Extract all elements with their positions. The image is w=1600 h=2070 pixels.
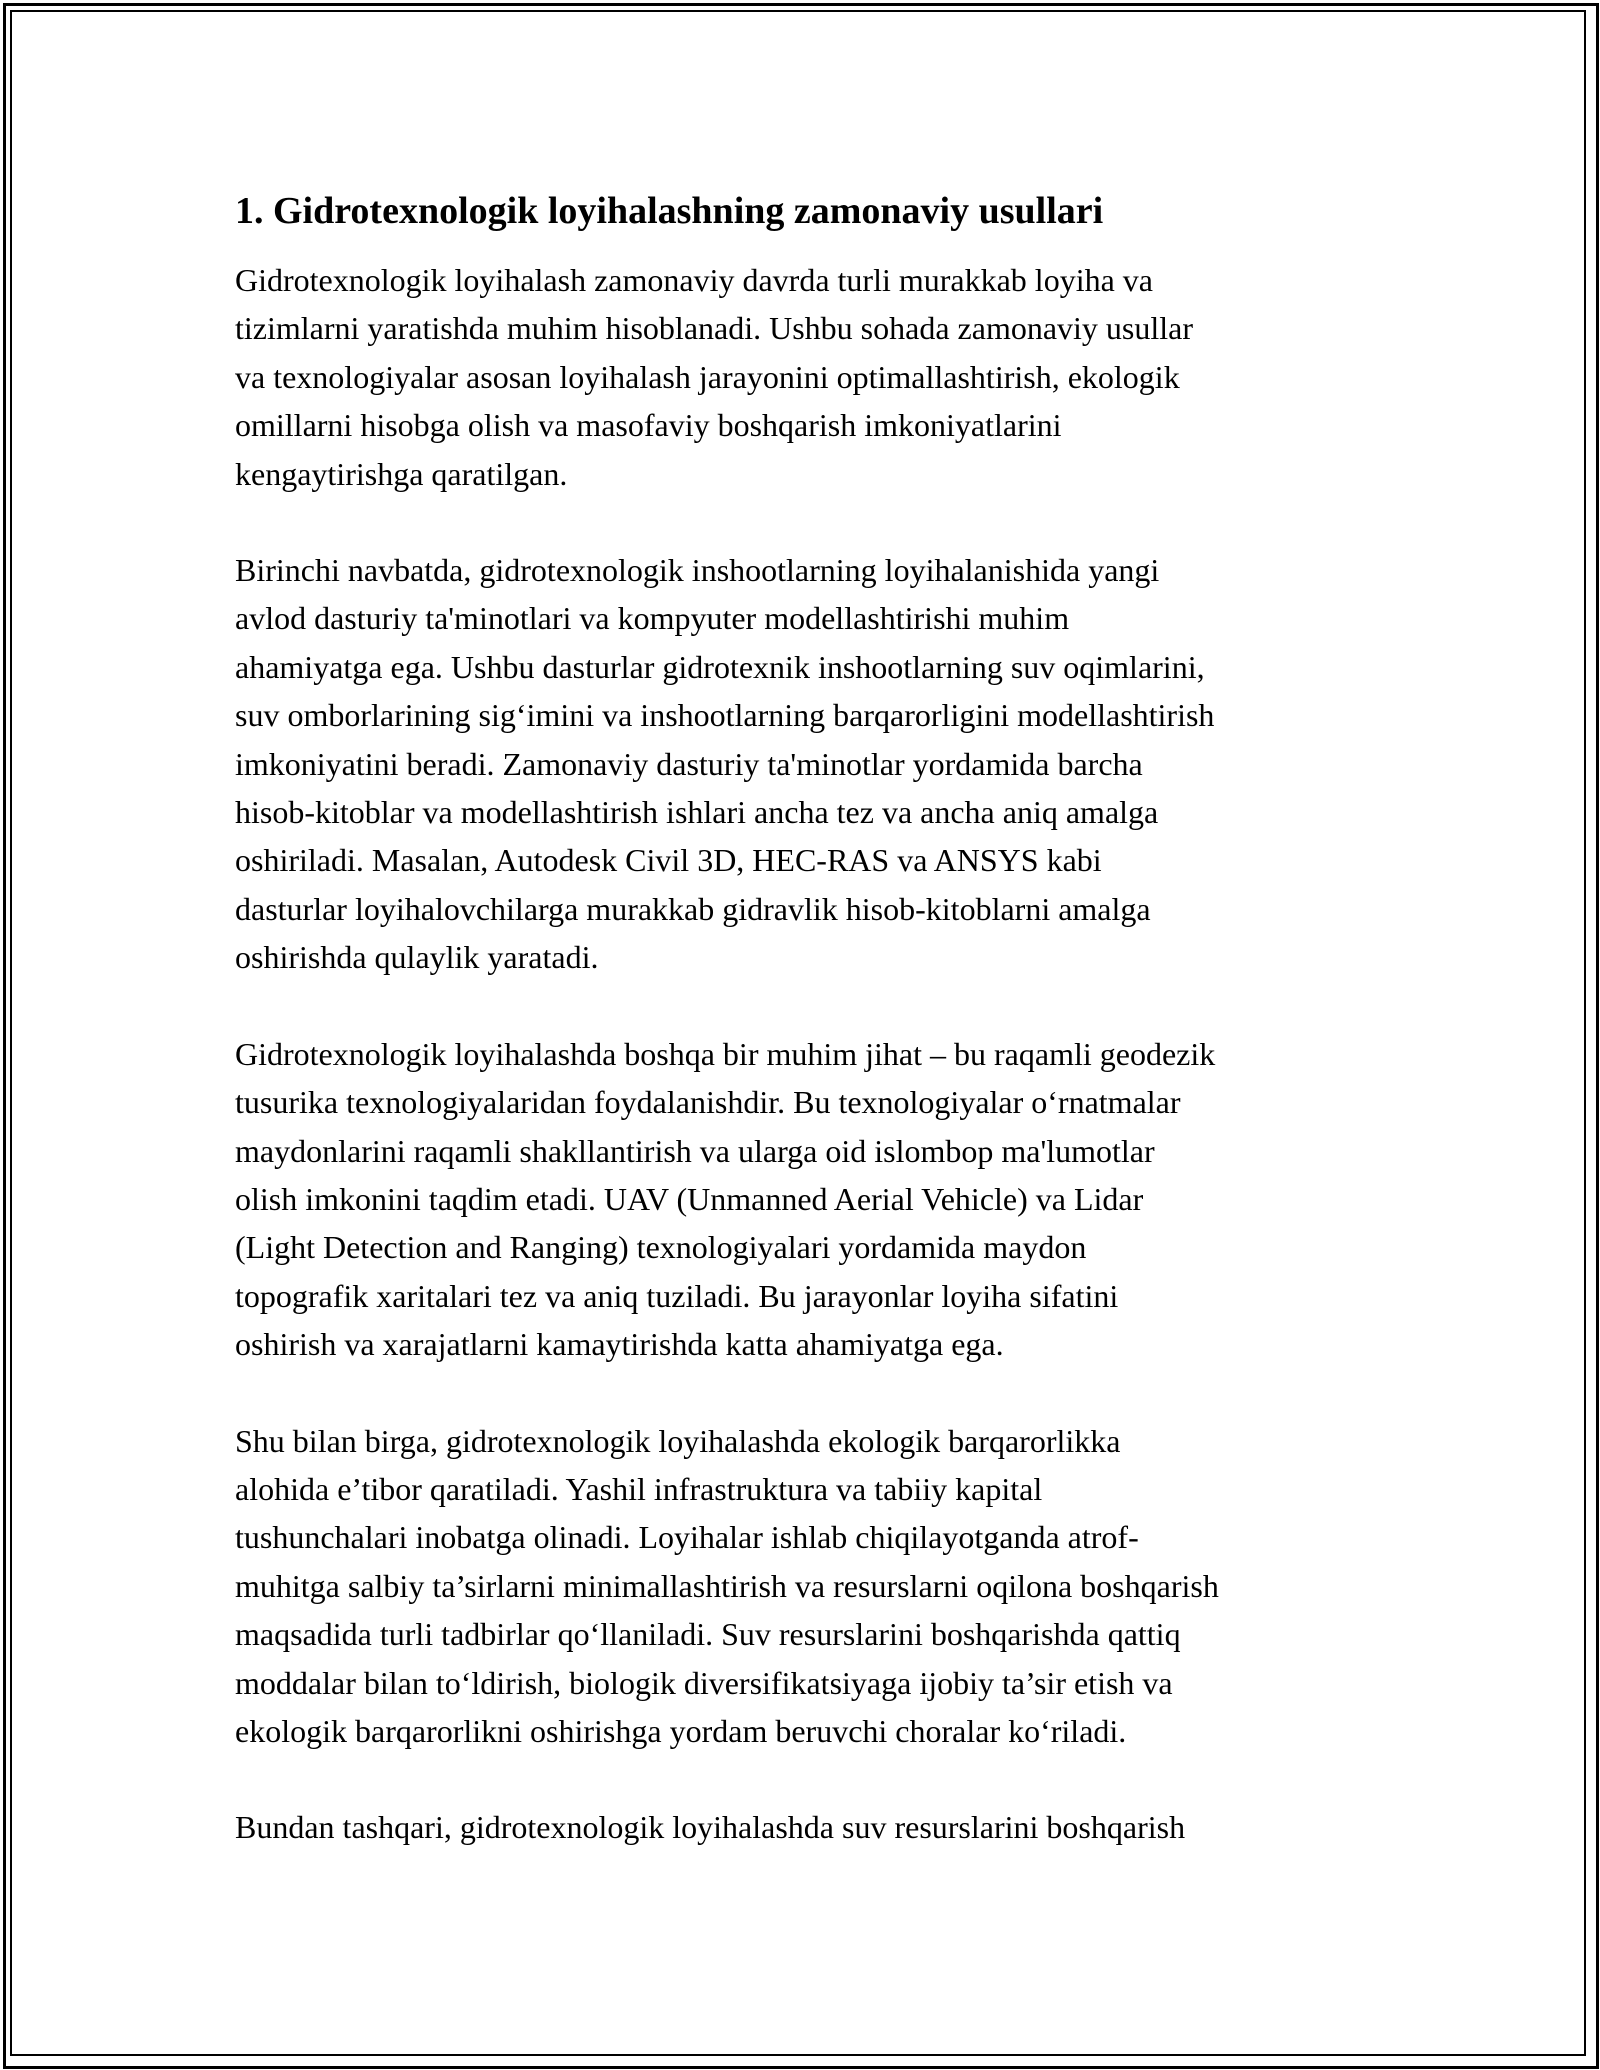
paragraph-line: Birinchi navbatda, gidrotexnologik inshootlarning loyihalanishida yangi	[235, 552, 1160, 589]
paragraph-list	[235, 256, 1385, 1852]
paragraph-line: alohida e’tibor qaratiladi. Yashil infrastruktura va tabiiy kapital	[235, 1470, 1043, 1507]
paragraph-line: ahamiyatga ega. Ushbu dasturlar gidrotexnik inshootlarning suv oqimlarini,	[235, 648, 1205, 685]
body-paragraph	[235, 1803, 1385, 1851]
paragraph-line: Bundan tashqari, gidrotexnologik loyihalashda suv resurslarini boshqarish	[235, 1809, 1186, 1846]
paragraph-line: Gidrotexnologik loyihalash zamonaviy davrda turli murakkab loyiha va	[235, 262, 1153, 298]
paragraph-line: suv omborlarining sig‘imini va inshootlarning barqarorligini modellashtirish	[235, 697, 1215, 734]
paragraph-line: topografik xaritalari tez va aniq tuziladi. Bu jarayonlar loyiha sifatini	[235, 1277, 1119, 1314]
paragraph-line: (Light Detection and Ranging) texnologiyalari yordamida maydon	[235, 1229, 1087, 1266]
paragraph-line: omillarni hisobga olish va masofaviy boshqarish imkoniyatlarini	[235, 407, 1062, 444]
paragraph-line: maqsadida turli tadbirlar qo‘llaniladi. Suv resurslarini boshqarishda qattiq	[235, 1616, 1181, 1653]
body-paragraph	[235, 1030, 1385, 1369]
paragraph-line: olish imkonini taqdim etadi. UAV (Unmanned Aerial Vehicle) va Lidar	[235, 1180, 1144, 1217]
paragraph-line: ekologik barqarorlikni oshirishga yordam beruvchi choralar ko‘riladi.	[235, 1712, 1127, 1749]
body-paragraph	[235, 546, 1385, 982]
paragraph-line: avlod dasturiy ta'minotlari va kompyuter modellashtirishi muhim	[235, 600, 1070, 637]
paragraph-line: muhitga salbiy ta’sirlarni minimallashtirish va resurslarni oqilona boshqarish	[235, 1567, 1219, 1604]
document-body	[235, 186, 1385, 1900]
paragraph-line: va texnologiyalar asosan loyihalash jarayonini optimallashtirish, ekologik	[235, 358, 1180, 395]
paragraph-line: maydonlarini raqamli shakllantirish va ularga oid islombop ma'lumotlar	[235, 1132, 1155, 1169]
paragraph-line: moddalar bilan to‘ldirish, biologik diversifikatsiyaga ijobiy ta’sir etish va	[235, 1664, 1173, 1701]
paragraph-line: imkoniyatini beradi. Zamonaviy dasturiy ta'minotlar yordamida barcha	[235, 745, 1143, 782]
paragraph-line: oshirish va xarajatlarni kamaytirishda katta ahamiyatga ega.	[235, 1326, 1004, 1363]
body-paragraph	[235, 1417, 1385, 1756]
section-heading: 1. Gidrotexnologik loyihalashning zamonaviy usullari	[235, 190, 1104, 232]
body-paragraph	[235, 256, 1385, 498]
paragraph-line: Gidrotexnologik loyihalashda boshqa bir muhim jihat – bu raqamli geodezik	[235, 1035, 1216, 1072]
paragraph-line: kengaytirishga qaratilgan.	[235, 455, 568, 492]
paragraph-line: dasturlar loyihalovchilarga murakkab gidravlik hisob-kitoblarni amalga	[235, 890, 1151, 927]
paragraph-line: oshiriladi. Masalan, Autodesk Civil 3D, HEC-RAS va ANSYS kabi	[235, 842, 1102, 879]
paragraph-line: oshirishda qulaylik yaratadi.	[235, 939, 599, 976]
paragraph-line: tizimlarni yaratishda muhim hisoblanadi. Ushbu sohada zamonaviy usullar	[235, 310, 1194, 347]
paragraph-line: tusurika texnologiyalaridan foydalanishdir. Bu texnologiyalar o‘rnatmalar	[235, 1084, 1181, 1121]
paragraph-line: Shu bilan birga, gidrotexnologik loyihalashda ekologik barqarorlikka	[235, 1422, 1121, 1459]
paragraph-line: tushunchalari inobatga olinadi. Loyihalar ishlab chiqilayotganda atrof-	[235, 1519, 1139, 1556]
paragraph-line: hisob-kitoblar va modellashtirish ishlari ancha tez va ancha aniq amalga	[235, 794, 1159, 831]
